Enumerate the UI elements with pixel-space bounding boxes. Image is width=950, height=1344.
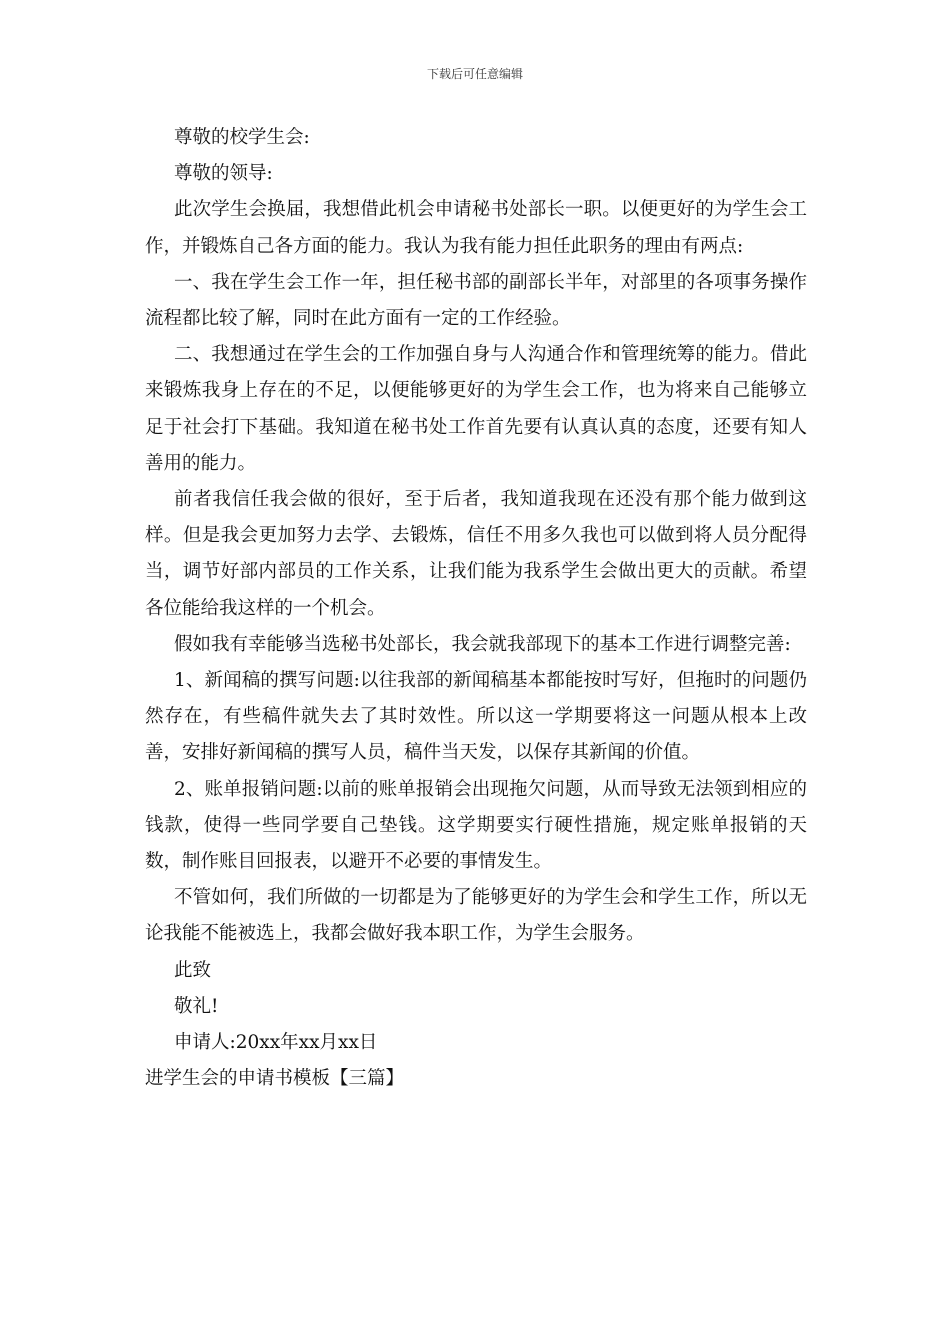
salutation-leaders: 尊敬的领导: bbox=[174, 163, 273, 185]
page-header: 下载后可任意编辑 bbox=[426, 67, 523, 81]
paragraph-confidence: 前者我信任我会做的很好，至于后者，我知道我现在还没有那个能力做到这样。但是我会更加努力去学、去锻炼，信任不用多久我也可以做到将人员分配得当，调节好部内部员的工作关系，让我们能为我系学生会做出更大的贡献。希望各位能给我这样的一个机会。 bbox=[145, 489, 807, 619]
section-title: 进学生会的申请书模板【三篇】 bbox=[145, 1068, 405, 1090]
document-body bbox=[145, 120, 807, 1097]
closing-jingli: 敬礼! bbox=[174, 995, 219, 1017]
closing-cizhi: 此致 bbox=[174, 959, 212, 981]
paragraph-intro: 此次学生会换届，我想借此机会申请秘书处部长一职。以便更好的为学生会工作，并锻炼自己各方面的能力。我认为我有能力担任此职务的理由有两点: bbox=[145, 199, 807, 257]
paragraph-plan-billing: 2、账单报销问题:以前的账单报销会出现拖欠问题，从而导致无法领到相应的钱款，使得一些同学要自己垫钱。这学期要实行硬性措施，规定账单报销的天数，制作账目回报表，以避开不必要的事情发生。 bbox=[145, 778, 807, 873]
paragraph-reason-two: 二、我想通过在学生会的工作加强自身与人沟通合作和管理统筹的能力。借此来锻炼我身上存在的不足，以便能够更好的为学生会工作，也为将来自己能够立足于社会打下基础。我知道在秘书处工作首先要有认真认真的态度，还要有知人善用的能力。 bbox=[145, 344, 807, 474]
paragraph-plan-news: 1、新闻稿的撰写问题:以往我部的新闻稿基本都能按时写好，但拖时的问题仍然存在，有些稿件就失去了其时效性。所以这一学期要将这一问题从根本上改善，安排好新闻稿的撰写人员，稿件当天发，以保存其新闻的价值。 bbox=[145, 670, 807, 764]
paragraph-reason-one: 一、我在学生会工作一年，担任秘书部的副部长半年，对部里的各项事务操作流程都比较了解，同时在此方面有一定的工作经验。 bbox=[145, 271, 807, 330]
applicant-date: 申请人:20xx年xx月xx日 bbox=[174, 1032, 378, 1054]
salutation-student-union: 尊敬的校学生会: bbox=[174, 127, 310, 148]
paragraph-plan-intro: 假如我有幸能够当选秘书处部长，我会就我部现下的基本工作进行调整完善: bbox=[174, 633, 791, 655]
paragraph-conclusion: 不管如何，我们所做的一切都是为了能够更好的为学生会和学生工作，所以无论我能不能被选上，我都会做好我本职工作，为学生会服务。 bbox=[145, 887, 807, 945]
